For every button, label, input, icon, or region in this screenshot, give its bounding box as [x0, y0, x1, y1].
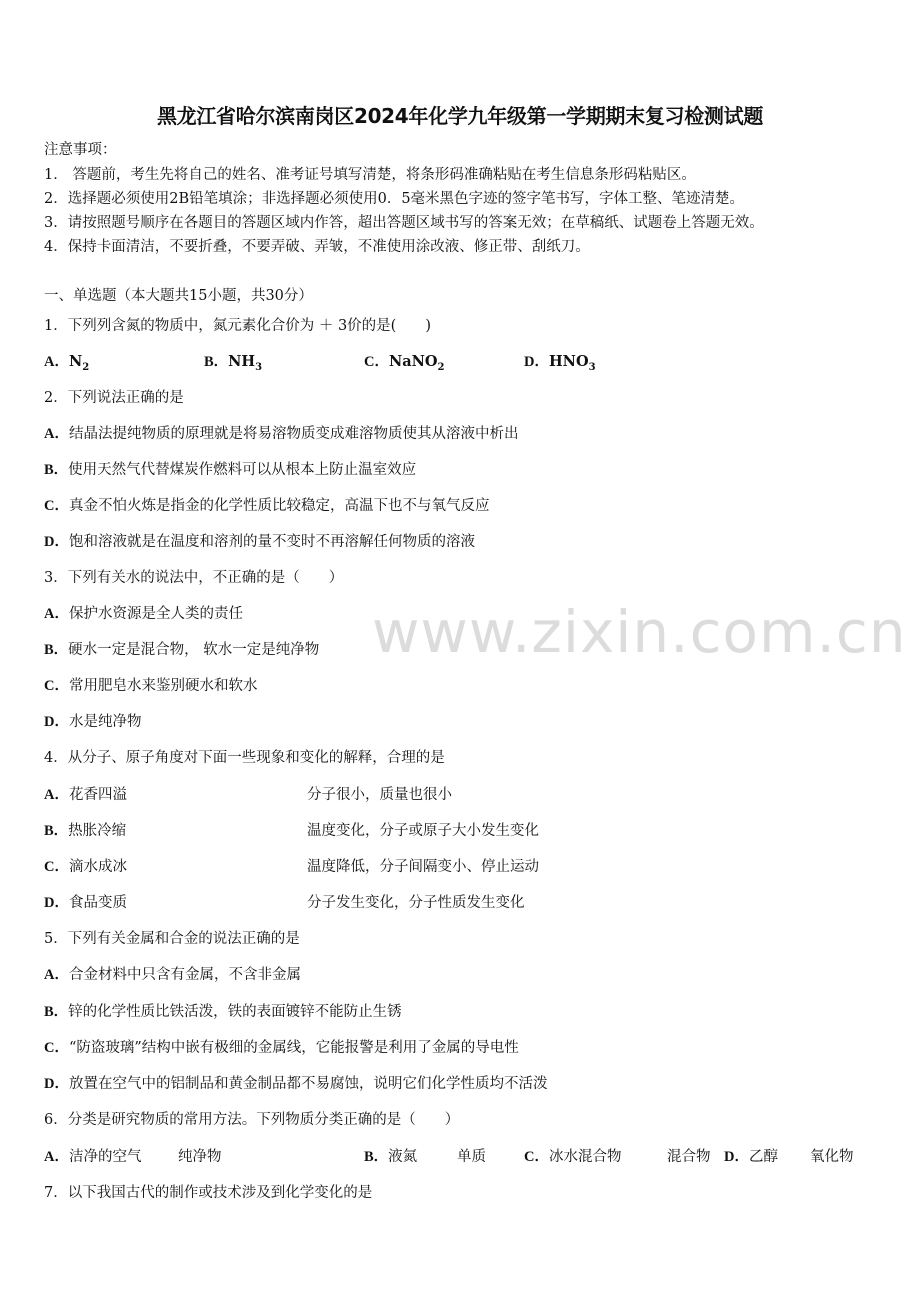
option-label: D．	[44, 534, 69, 550]
option-label: C．	[44, 859, 69, 875]
question-4-option-b-explanation: 温度变化，分子或原子大小发生变化	[307, 823, 539, 839]
formula-main: NaNO	[388, 353, 438, 370]
option-substance: 冰水混合物	[548, 1149, 622, 1165]
option-substance: 乙醇	[748, 1149, 778, 1165]
question-4-option-a-explanation: 分子很小，质量也很小	[307, 787, 452, 803]
section-heading: 一、单选题（本大题共15小题，共30分）	[44, 288, 313, 304]
option-label: D．	[44, 1076, 69, 1092]
question-4-stem: 4．从分子、原子角度对下面一些现象和变化的解释，合理的是	[44, 750, 445, 766]
question-5-option-b	[44, 1000, 402, 1021]
option-text: 真金不怕火炼是指金的化学性质比较稳定，高温下也不与氧气反应	[68, 498, 490, 514]
formula-main: NH	[228, 353, 256, 370]
formula-subscript: 2	[82, 361, 90, 373]
formula-main: HNO	[548, 353, 589, 370]
note-item-4: 4．保持卡面清洁，不要折叠，不要弄破、弄皱，不准使用涂改液、修正带、刮纸刀。	[44, 239, 590, 255]
option-label: A．	[44, 426, 69, 442]
formula-main: N	[68, 353, 83, 370]
question-6-option-b	[364, 1145, 417, 1166]
option-label: B．	[364, 1149, 389, 1165]
option-label: D．	[524, 354, 549, 370]
question-2-option-a	[44, 422, 518, 443]
question-5-option-c	[44, 1036, 519, 1057]
question-1-option-b	[204, 350, 262, 373]
option-phenomenon: 食品变质	[68, 895, 127, 911]
question-2-option-c	[44, 494, 489, 515]
question-3-option-d	[44, 710, 141, 731]
option-label: B．	[44, 823, 69, 839]
question-2-option-b	[44, 458, 416, 479]
option-label: A．	[44, 787, 69, 803]
question-7-stem: 7．以下我国古代的制作或技术涉及到化学变化的是	[44, 1185, 373, 1201]
question-4-option-b	[44, 819, 126, 840]
question-6-option-c-category: 混合物	[667, 1149, 711, 1165]
question-1-option-a	[44, 350, 89, 373]
note-item-3: 3．请按照题号顺序在各题目的答题区域内作答，超出答题区域书写的答案无效；在草稿纸、试题卷上答题无效。	[44, 215, 764, 231]
option-label: C．	[524, 1149, 549, 1165]
option-text: 硬水一定是混合物， 软水一定是纯净物	[68, 642, 320, 658]
formula-subscript: 3	[255, 361, 263, 373]
option-text: 水是纯净物	[68, 714, 142, 730]
note-item-2: 2．选择题必须使用2B铅笔填涂；非选择题必须使用0．5毫米黑色字迹的签字笔书写，字体工整、笔迹清楚。	[44, 191, 745, 207]
option-text: 放置在空气中的铝制品和黄金制品都不易腐蚀，说明它们化学性质均不活泼	[68, 1076, 548, 1092]
option-text: 结晶法提纯物质的原理就是将易溶物质变成难溶物质使其从溶液中析出	[68, 426, 519, 442]
question-5-option-a	[44, 963, 301, 984]
question-6-option-a-category: 纯净物	[178, 1149, 222, 1165]
option-label: C．	[44, 678, 69, 694]
formula-subscript: 3	[588, 361, 596, 373]
option-label: B．	[44, 642, 69, 658]
option-label: A．	[44, 354, 69, 370]
option-phenomenon: 热胀冷缩	[68, 823, 127, 839]
question-3-option-b	[44, 638, 319, 659]
question-3-stem: 3．下列有关水的说法中，不正确的是（ ）	[44, 570, 344, 586]
option-label: A．	[44, 1149, 69, 1165]
option-text: “防盗玻璃”结构中嵌有极细的金属线，它能报警是利用了金属的导电性	[68, 1040, 519, 1056]
option-label: D．	[724, 1149, 749, 1165]
option-label: D．	[44, 714, 69, 730]
question-4-option-c-explanation: 温度降低，分子间隔变小、停止运动	[307, 859, 539, 875]
question-6-option-d-category: 氧化物	[810, 1149, 854, 1165]
option-text: 常用肥皂水来鉴别硬水和软水	[68, 678, 258, 694]
question-6-option-c	[524, 1145, 621, 1166]
option-text: 锌的化学性质比铁活泼，铁的表面镀锌不能防止生锈	[68, 1004, 402, 1020]
question-6-option-a	[44, 1145, 141, 1166]
option-text: 合金材料中只含有金属，不含非金属	[68, 967, 301, 983]
question-4-option-a	[44, 783, 127, 804]
question-4-option-c	[44, 855, 127, 876]
option-label: C．	[364, 354, 389, 370]
option-label: A．	[44, 967, 69, 983]
option-text: 保护水资源是全人类的责任	[68, 606, 243, 622]
question-4-option-d	[44, 891, 127, 912]
option-substance: 液氮	[388, 1149, 418, 1165]
option-text: 使用天然气代替煤炭作燃料可以从根本上防止温室效应	[68, 462, 417, 478]
question-5-option-d	[44, 1072, 547, 1093]
option-substance: 洁净的空气	[68, 1149, 142, 1165]
option-label: B．	[44, 1004, 69, 1020]
question-6-stem: 6．分类是研究物质的常用方法。下列物质分类正确的是（ ）	[44, 1112, 460, 1128]
question-6-option-b-category: 单质	[457, 1149, 486, 1165]
option-label: B．	[204, 354, 229, 370]
question-3-option-a	[44, 602, 243, 623]
option-label: B．	[44, 462, 69, 478]
question-6-option-d	[724, 1145, 778, 1166]
watermark: www.zixin.com.cn	[372, 598, 907, 666]
notes-heading: 注意事项：	[44, 142, 117, 158]
note-item-1: 1． 答题前，考生先将自己的姓名、准考证号填写清楚，将条形码准确粘贴在考生信息条形码粘贴区。	[44, 167, 696, 183]
option-label: C．	[44, 1040, 69, 1056]
page-title: 黑龙江省哈尔滨南岗区2024年化学九年级第一学期期末复习检测试题	[156, 104, 764, 128]
option-phenomenon: 滴水成冰	[68, 859, 127, 875]
option-phenomenon: 花香四溢	[68, 787, 127, 803]
formula-subscript: 2	[437, 361, 445, 373]
question-3-option-c	[44, 674, 257, 695]
question-1-stem: 1．下列列含氮的物质中，氮元素化合价为 ＋ 3价的是( )	[44, 318, 431, 334]
option-label: A．	[44, 606, 69, 622]
question-4-option-d-explanation: 分子发生变化，分子性质发生变化	[307, 895, 525, 911]
option-text: 饱和溶液就是在温度和溶剂的量不变时不再溶解任何物质的溶液	[68, 534, 475, 550]
option-label: D．	[44, 895, 69, 911]
question-1-option-d	[524, 350, 596, 373]
option-label: C．	[44, 498, 69, 514]
question-1-option-c	[364, 350, 445, 373]
question-2-option-d	[44, 530, 475, 551]
question-5-stem: 5．下列有关金属和合金的说法正确的是	[44, 931, 300, 947]
question-2-stem: 2．下列说法正确的是	[44, 390, 184, 406]
